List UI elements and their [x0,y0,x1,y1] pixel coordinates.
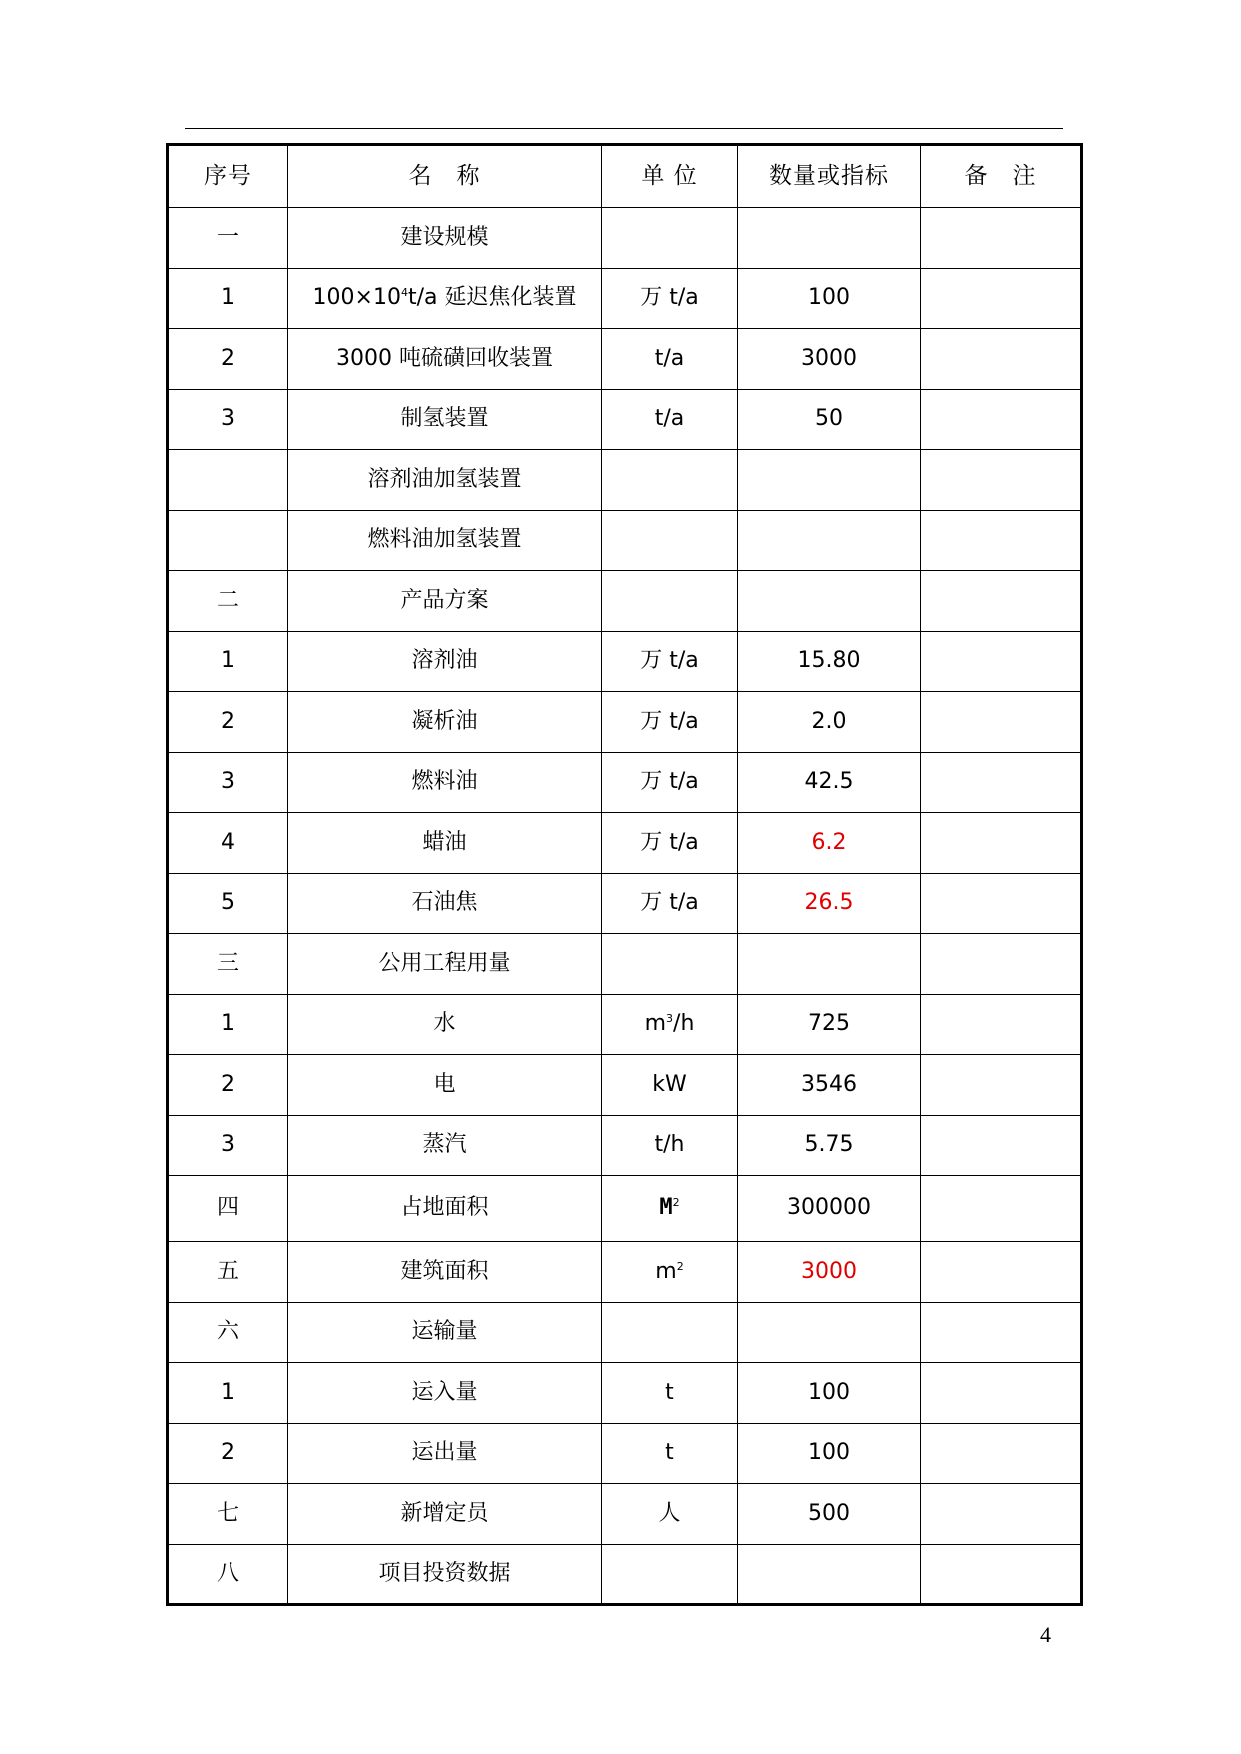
table-row [168,1484,1082,1545]
cell-no: 一 [168,208,288,269]
cell-name: 溶剂油 [288,631,602,692]
table-row [168,1544,1082,1605]
cell-no: 二 [168,571,288,632]
table-row [168,208,1082,269]
table-row [168,268,1082,329]
cell-value: 2.0 [738,692,921,753]
cell-no: 2 [168,329,288,390]
cell-unit [602,1176,738,1242]
cell-note [921,631,1082,692]
cell-no: 2 [168,1423,288,1484]
cell-unit: t/h [602,1115,738,1176]
cell-name: 溶剂油加氢装置 [288,450,602,511]
table-row [168,450,1082,511]
table-row [168,1242,1082,1303]
cell-unit [602,1242,738,1303]
cell-unit [602,510,738,571]
unit-text: m [644,1011,667,1037]
cell-unit [602,994,738,1055]
cell-note [921,450,1082,511]
cell-unit: 万 t/a [602,631,738,692]
cell-name: 制氢装置 [288,389,602,450]
cell-note [921,873,1082,934]
cell-unit [602,208,738,269]
cell-name: 3000 吨硫磺回收装置 [288,329,602,390]
cell-name: 建筑面积 [288,1242,602,1303]
cell-no: 1 [168,268,288,329]
table-row [168,1115,1082,1176]
cell-note [921,1544,1082,1605]
cell-value: 3000 [738,329,921,390]
cell-name: 项目投资数据 [288,1544,602,1605]
unit-superscript: 2 [672,1196,680,1210]
table-row [168,1423,1082,1484]
cell-unit: 万 t/a [602,268,738,329]
name-superscript: 4 [400,286,408,300]
cell-no [168,510,288,571]
project-spec-table [166,143,1083,1606]
cell-value: 100 [738,268,921,329]
table-row [168,1363,1082,1424]
header-note: 备 注 [921,145,1082,208]
cell-note [921,1363,1082,1424]
cell-unit [602,450,738,511]
table-row [168,1302,1082,1363]
cell-no: 2 [168,692,288,753]
page-number: 4 [1040,1622,1051,1647]
cell-unit [602,934,738,995]
cell-value [738,1544,921,1605]
cell-no: 八 [168,1544,288,1605]
cell-no: 1 [168,631,288,692]
cell-note [921,752,1082,813]
cell-note [921,692,1082,753]
cell-name: 运出量 [288,1423,602,1484]
cell-value [738,934,921,995]
cell-note [921,268,1082,329]
cell-no: 5 [168,873,288,934]
name-text: 100×10 [312,285,401,311]
cell-value: 3546 [738,1055,921,1116]
table-row [168,329,1082,390]
cell-note [921,510,1082,571]
cell-unit: 万 t/a [602,692,738,753]
table-row [168,1176,1082,1242]
cell-value [738,450,921,511]
table-header-row [168,145,1082,208]
cell-no: 六 [168,1302,288,1363]
cell-value: 300000 [738,1176,921,1242]
unit-text: m [655,1258,677,1284]
cell-note [921,1176,1082,1242]
cell-unit [602,571,738,632]
cell-name [288,268,602,329]
cell-unit: t/a [602,329,738,390]
cell-note [921,389,1082,450]
cell-no: 3 [168,389,288,450]
cell-no: 3 [168,752,288,813]
cell-note [921,571,1082,632]
cell-name: 新增定员 [288,1484,602,1545]
cell-value: 6.2 [738,813,921,874]
cell-value [738,571,921,632]
cell-no: 4 [168,813,288,874]
name-text-rest: t/a 延迟焦化装置 [407,285,577,311]
header-value: 数量或指标 [738,145,921,208]
cell-note [921,329,1082,390]
header-no: 序号 [168,145,288,208]
cell-note [921,1242,1082,1303]
cell-value [738,1302,921,1363]
header-name: 名 称 [288,145,602,208]
cell-no: 2 [168,1055,288,1116]
cell-name: 电 [288,1055,602,1116]
cell-name: 运入量 [288,1363,602,1424]
table-row [168,752,1082,813]
table-row [168,692,1082,753]
table-row [168,389,1082,450]
cell-name: 占地面积 [288,1176,602,1242]
cell-value: 50 [738,389,921,450]
table-row [168,631,1082,692]
cell-value [738,510,921,571]
cell-note [921,813,1082,874]
cell-name: 蒸汽 [288,1115,602,1176]
cell-note [921,994,1082,1055]
cell-note [921,934,1082,995]
cell-note [921,208,1082,269]
unit-superscript: 3 [666,1012,674,1026]
cell-note [921,1423,1082,1484]
cell-value: 5.75 [738,1115,921,1176]
cell-no: 五 [168,1242,288,1303]
cell-name: 石油焦 [288,873,602,934]
cell-unit: 人 [602,1484,738,1545]
cell-value: 26.5 [738,873,921,934]
table-row [168,571,1082,632]
cell-note [921,1055,1082,1116]
cell-value: 42.5 [738,752,921,813]
cell-name: 水 [288,994,602,1055]
cell-unit: t [602,1363,738,1424]
cell-name: 燃料油加氢装置 [288,510,602,571]
cell-name: 蜡油 [288,813,602,874]
unit-text: M [659,1195,673,1221]
cell-unit: t/a [602,389,738,450]
cell-no: 三 [168,934,288,995]
cell-note [921,1302,1082,1363]
table-row [168,813,1082,874]
cell-no: 四 [168,1176,288,1242]
cell-note [921,1115,1082,1176]
cell-name: 产品方案 [288,571,602,632]
cell-no [168,450,288,511]
unit-superscript: 2 [676,1259,684,1273]
cell-no: 1 [168,994,288,1055]
cell-unit [602,1544,738,1605]
cell-unit: 万 t/a [602,813,738,874]
table-row [168,873,1082,934]
cell-value: 3000 [738,1242,921,1303]
cell-unit [602,1302,738,1363]
cell-value [738,208,921,269]
cell-value: 500 [738,1484,921,1545]
unit-text-rest: /h [673,1011,695,1037]
cell-name: 建设规模 [288,208,602,269]
table-row [168,1055,1082,1116]
cell-unit: t [602,1423,738,1484]
cell-name: 运输量 [288,1302,602,1363]
cell-note [921,1484,1082,1545]
header-rule [185,128,1063,129]
cell-value: 15.80 [738,631,921,692]
cell-name: 燃料油 [288,752,602,813]
table-row [168,934,1082,995]
cell-name: 凝析油 [288,692,602,753]
cell-value: 100 [738,1363,921,1424]
cell-unit: kW [602,1055,738,1116]
table-row [168,510,1082,571]
cell-value: 725 [738,994,921,1055]
table-row [168,994,1082,1055]
cell-unit: 万 t/a [602,752,738,813]
header-unit: 单 位 [602,145,738,208]
cell-no: 3 [168,1115,288,1176]
cell-value: 100 [738,1423,921,1484]
cell-no: 七 [168,1484,288,1545]
cell-name: 公用工程用量 [288,934,602,995]
cell-unit: 万 t/a [602,873,738,934]
cell-no: 1 [168,1363,288,1424]
